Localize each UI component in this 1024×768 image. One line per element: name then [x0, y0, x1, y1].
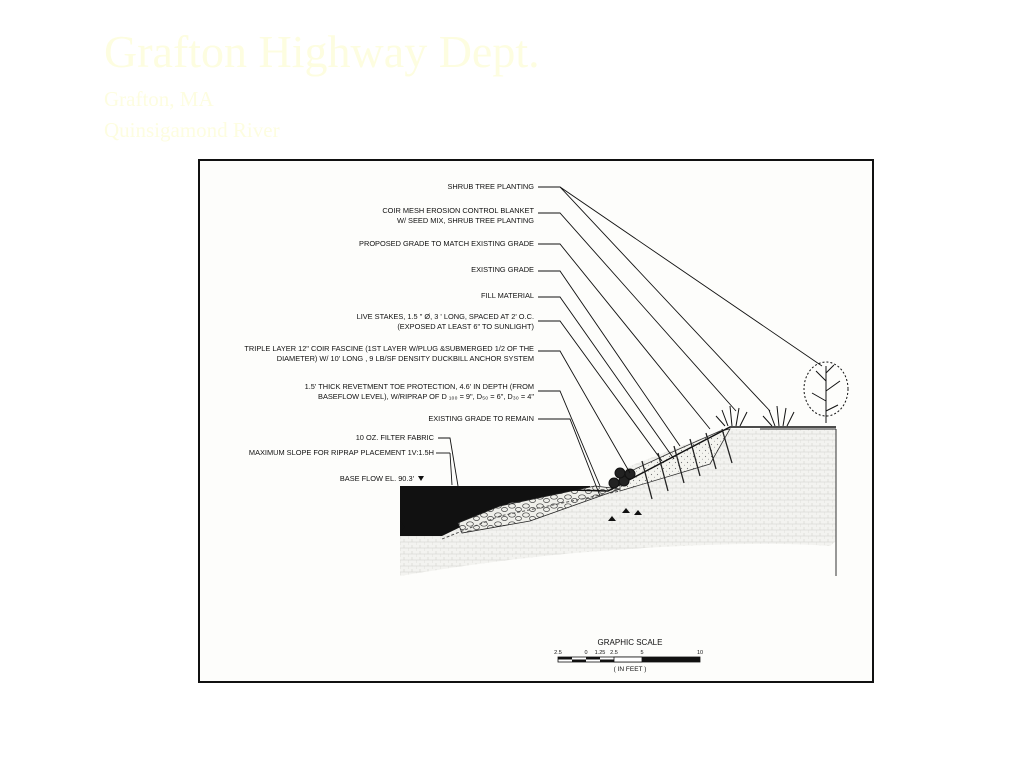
label-shrub-tree-planting: SHRUB TREE PLANTING [447, 182, 534, 191]
label-base-flow: BASE FLOW EL. 90.3' [339, 474, 414, 483]
tree-planting-icon [804, 362, 848, 423]
label-coir-mesh-blanket: COIR MESH EROSION CONTROL BLANKET W/ SEED MIX, SHRUB TREE PLANTING [382, 206, 534, 225]
scale-bar-segment [614, 657, 642, 662]
label-max-slope: MAXIMUM SLOPE FOR RIPRAP PLACEMENT 1V:1.5H [248, 448, 434, 457]
scale-tick: 0 [584, 650, 588, 656]
label-revetment-toe: 1.5' THICK REVETMENT TOE PROTECTION, 4.6' IN DEPTH (FROM BASEFLOW LEVEL), W/RIPRAP OF D ₁₀₀ = 9", D₅₀ = 6", D₃₀ = 4" [304, 382, 534, 401]
river-subtitle: Quinsigamond River [104, 118, 280, 142]
diagram-frame [198, 159, 874, 683]
page-title: Grafton Highway Dept. [104, 26, 540, 77]
label-existing-grade: EXISTING GRADE [471, 265, 534, 274]
scale-bar-segment [642, 657, 700, 662]
cross-section-diagram [200, 161, 872, 681]
max-slope-leader [450, 453, 452, 485]
leader-line [538, 419, 600, 496]
scale-tick: 2.5 [554, 650, 562, 656]
label-existing-grade-remain: EXISTING GRADE TO REMAIN [428, 414, 534, 423]
label-live-stakes: LIVE STAKES, 1.5 " Ø, 3 ' LONG, SPACED AT 2' O.C. (EXPOSED AT LEAST 6" TO SUNLIGHT) [356, 312, 534, 331]
shrub-planting [716, 406, 794, 426]
graphic-scale [554, 638, 703, 673]
label-fill-material: FILL MATERIAL [481, 291, 534, 300]
scale-bar-segment [600, 660, 614, 663]
leader-line [438, 438, 458, 486]
label-filter-fabric: 10 OZ. FILTER FABRIC [355, 433, 434, 442]
scale-title: GRAPHIC SCALE [597, 638, 663, 647]
scale-bar-segment [558, 657, 572, 660]
label-proposed-grade: PROPOSED GRADE TO MATCH EXISTING GRADE [359, 239, 534, 248]
base-flow-marker [418, 476, 424, 481]
scale-tick: 5 [640, 650, 644, 656]
leader-line [538, 213, 736, 411]
scale-bar-segment [586, 657, 600, 660]
scale-tick: 2.5 [610, 650, 618, 656]
leader-line [538, 187, 822, 366]
leader-line [538, 187, 770, 411]
callout-labels [244, 182, 534, 483]
scale-unit: ( IN FEET ) [613, 666, 647, 673]
scale-tick: 10 [696, 650, 704, 656]
scale-bar-segment [572, 660, 586, 663]
scale-tick: 1.25 [594, 650, 606, 656]
label-coir-fascine: TRIPLE LAYER 12" COIR FASCINE (1ST LAYER W/PLUG &SUBMERGED 1/2 OF THE DIAMETER) W/ 10' LONG , 9 LB/SF DENSITY DUCKBILL ANCHOR SYSTEM [244, 344, 534, 363]
location-subtitle: Grafton, MA [104, 87, 214, 111]
